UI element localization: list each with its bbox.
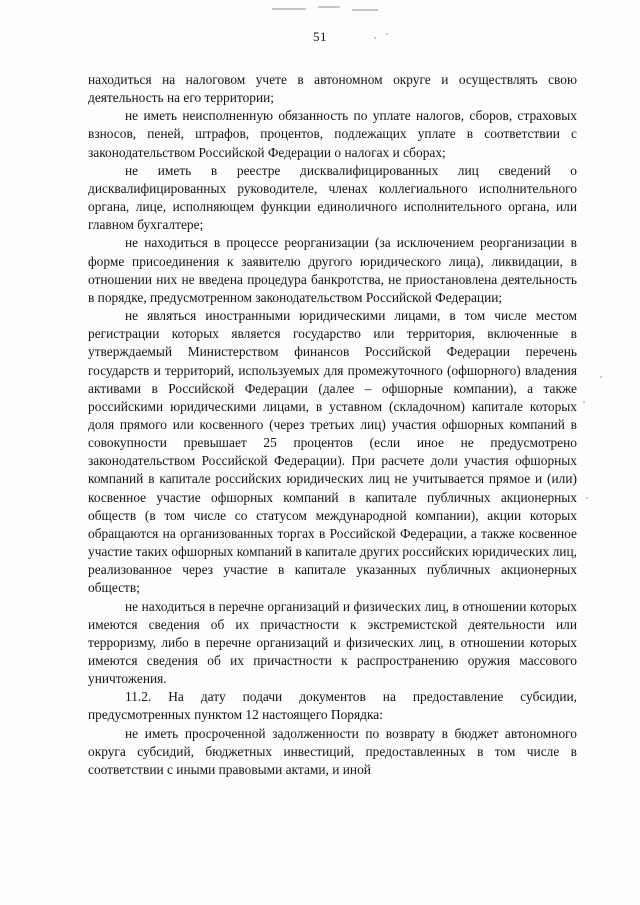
paragraph: не являться иностранными юридическими лицами, в том числе местом регистрации которых является государство или территория, включенные в утверждаемый Министерством финансов Российской Федерации перечень государств и территорий, используемых для промежуточного (офшорного) владения активами в Российской Федерации (далее – офшорные компании), а также российскими юридическими лицами, в уставном (складочном) капитале которых доля прямого или косвенного (через третьих лиц) участия офшорных компаний в совокупности превышает 25 процентов (если иное не предусмотрено законодательством Российской Федерации). При расчете доли участия офшорных компаний в капитале российских юридических лиц не учитывается прямое и (или) косвенное участие офшорных компаний в капитале публичных акционерных обществ (в том числе со статусом международной компании), акции которых обращаются на организованных торгах в Российской Федерации, а также косвенное участие таких офшорных компаний в капитале других российских юридических лиц, реализованное через участие в капитале указанных публичных акционерных обществ; — [88, 308, 577, 596]
document-body — [88, 71, 577, 779]
scan-artifact — [352, 9, 378, 11]
paragraph: не находиться в процессе реорганизации (за исключением реорганизации в форме присоединения к заявителю другого юридического лица), ликвидации, в отношении них не введена процедура банкротства, не приостановлена деятельность в порядке, предусмотренном законодательством Российской Федерации; — [88, 235, 577, 305]
paragraph: находиться на налоговом учете в автономном округе и осуществлять свою деятельность на его территории; — [88, 72, 577, 106]
scan-speck — [586, 497, 588, 499]
page-number: 51 — [313, 29, 327, 44]
scan-speck — [583, 401, 585, 403]
paragraph: не иметь неисполненную обязанность по уплате налогов, сборов, страховых взносов, пеней, штрафов, процентов, подлежащих уплате в соответствии с законодательством Российской Федерации о налогах и сборах; — [88, 108, 577, 160]
paragraph: 11.2. На дату подачи документов на предоставление субсидии, предусмотренных пунктом 12 настоящего Порядка: — [88, 689, 577, 723]
scan-artifact — [318, 6, 340, 8]
paragraph: не иметь просроченной задолженности по возврату в бюджет автономного округа субсидий, бюджетных инвестиций, предоставленных в том числе в соответствии с иными правовыми актами, и иной — [88, 725, 577, 777]
paragraph: не иметь в реестре дисквалифицированных лиц сведений о дисквалифицированных руководителе, членах коллегиального исполнительного органа, лице, исполняющем функции единоличного исполнительного органа, или главном бухгалтере; — [88, 162, 577, 233]
scan-speck — [600, 376, 602, 378]
scan-artifact — [272, 8, 306, 10]
paragraph: не находиться в перечне организаций и физических лиц, в отношении которых имеются сведения об их причастности к экстремистской деятельности или терроризму, либо в перечне организаций и физических лиц, в отношении которых имеются сведения об их причастности к распространению оружия массового уничтожения. — [88, 598, 577, 687]
